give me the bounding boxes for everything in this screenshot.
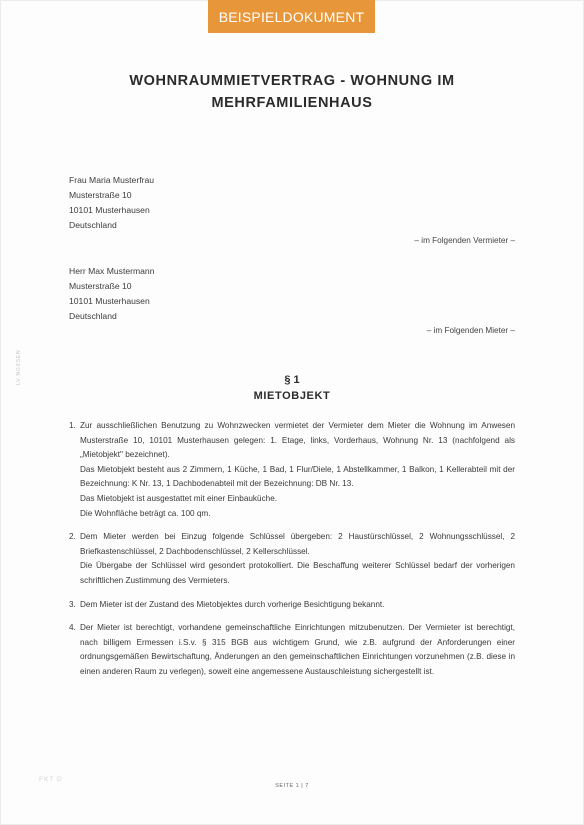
document-title: [60, 70, 524, 114]
item-line: Die Übergabe der Schlüssel wird gesondert protokolliert. Die Beschaffung weiterer Schlüssel bedarf der vorherigen schriftlichen Zustimmung des Vermieters.: [80, 561, 515, 585]
item-line: Dem Mieter ist der Zustand des Mietobjektes durch vorherige Besichtigung bekannt.: [80, 599, 385, 609]
item-text: [80, 530, 515, 588]
page-number-footer: SEITE 1 | 7: [275, 783, 309, 789]
section-heading: MIETOBJEKT: [253, 390, 331, 402]
sample-document-badge: BEISPIELDOKUMENT: [208, 0, 375, 33]
section-number: § 1: [284, 374, 300, 386]
landlord-address: [69, 173, 154, 233]
list-item: [69, 598, 515, 613]
landlord-street: Musterstraße 10: [69, 190, 132, 200]
landlord-city: 10101 Musterhausen: [69, 205, 150, 215]
tenant-street: Musterstraße 10: [69, 281, 132, 291]
tenant-country: Deutschland: [69, 311, 117, 321]
item-number: 4.: [69, 623, 76, 633]
item-number: 2.: [69, 532, 76, 542]
list-item: [69, 621, 515, 679]
tenant-address: [69, 264, 154, 324]
item-line: Die Wohnfläche beträgt ca. 100 qm.: [80, 508, 211, 518]
item-number: 1.: [69, 421, 76, 430]
list-item: [69, 419, 515, 521]
tenant-name: Herr Max Mustermann: [69, 266, 155, 276]
section-items: [69, 419, 515, 689]
item-line: Das Mietobjekt besteht aus 2 Zimmern, 1 Küche, 1 Bad, 1 Flur/Diele, 1 Abstellkammer, 1 Balkon, 1 Kellerabteil mit der Bezeichnung: K Nr. 13, 1 Dachbodenabteil mit der Bezeichnung: DB Nr. 13.: [80, 464, 515, 489]
item-text: [80, 598, 515, 613]
item-text: [80, 419, 515, 521]
item-line: Der Mieter ist berechtigt, vorhandene gemeinschaftliche Einrichtungen mitzubenutzen. Der Vermieter ist berechtigt, nach billigem Ermessen i.S.v. § 315 BGB aus wichtigem Grund, wie z.B. aufgrund der Anforderungen einer ordnungsgemäßen Bewirtschaftung, Änderungen an den gemeinschaftlichen Einrichtungen vorzunehmen (z.B. diese in einen anderen Raum zu verlegen), soweit eine angemessene Austauschleistung sichergestellt ist.: [80, 623, 515, 676]
item-line: Das Mietobjekt ist ausgestattet mit einer Einbauküche.: [80, 493, 278, 503]
corner-mark: FKT D: [39, 776, 63, 783]
title-line: MEHRFAMILIENHAUS: [211, 95, 373, 111]
item-line: Zur ausschließlichen Benutzung zu Wohnzwecken vermietet der Vermieter dem Mieter die Wohnung im Anwesen Musterstraße 10, 10101 Musterhausen gelegen: 1. Etage, links, Vorderhaus, Wohnung Nr. 13 (nachfolgend als „Mietobjekt" bezeichnet).: [80, 421, 515, 460]
tenant-role: – im Folgenden Mieter –: [426, 326, 515, 335]
landlord-country: Deutschland: [69, 220, 117, 230]
side-margin-text: LV NGXSEN: [16, 349, 22, 385]
item-text: [80, 621, 515, 679]
item-line: Dem Mieter werden bei Einzug folgende Schlüssel übergeben: 2 Haustürschlüssel, 2 Wohnungsschlüssel, 2 Briefkastenschlüssel, 2 Dachbodenschlüssel, 2 Kellerschlüssel.: [80, 532, 515, 556]
landlord-name: Frau Maria Musterfrau: [69, 175, 155, 185]
title-line: WOHNRAUMMIETVERTRAG - WOHNUNG IM: [129, 73, 455, 89]
item-number: 3.: [69, 599, 76, 609]
list-item: [69, 530, 515, 588]
landlord-role: – im Folgenden Vermieter –: [414, 236, 515, 245]
tenant-city: 10101 Musterhausen: [69, 296, 150, 306]
